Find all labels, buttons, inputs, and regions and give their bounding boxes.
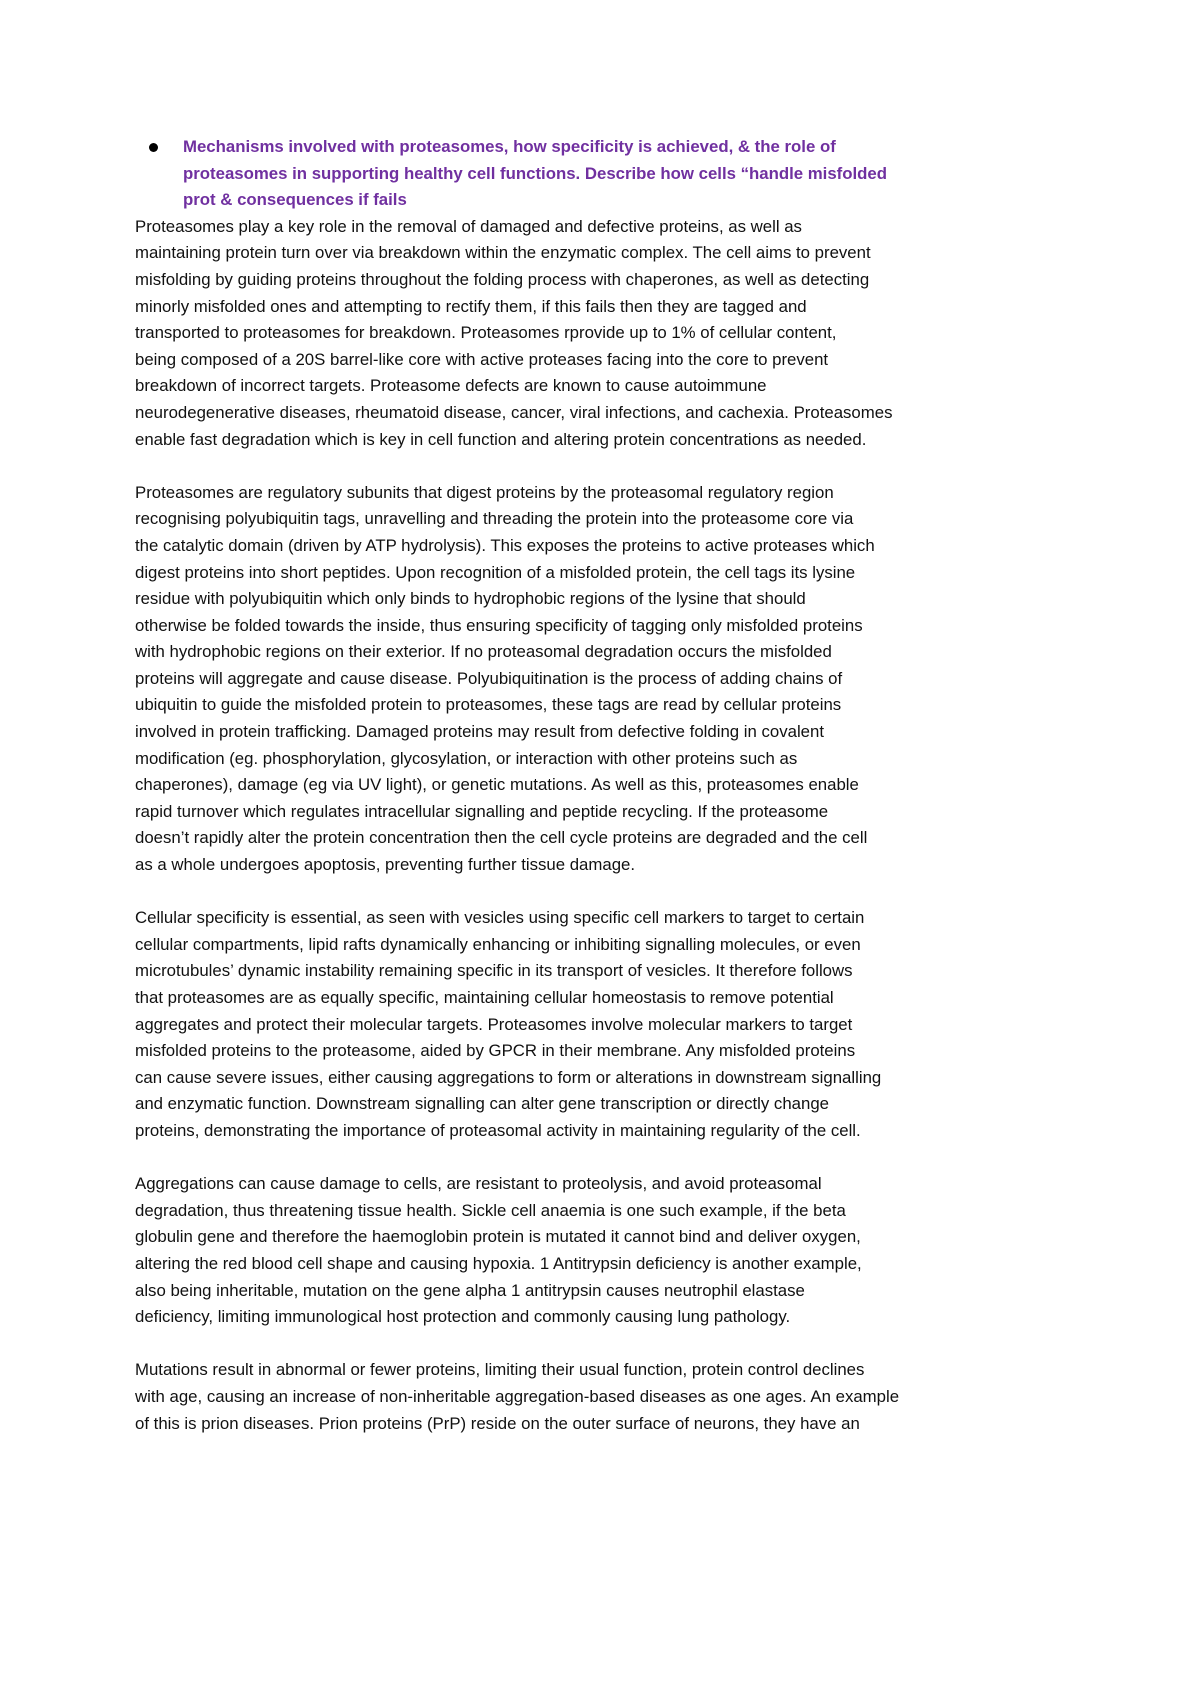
- heading-line: proteasomes in supporting healthy cell functions. Describe how cells “handle misfolded: [183, 163, 888, 183]
- paragraph-line: altering the red blood cell shape and causing hypoxia. 1 Antitrypsin deficiency is another example,: [135, 1253, 862, 1273]
- paragraph-line: globulin gene and therefore the haemoglobin protein is mutated it cannot bind and deliver oxygen,: [135, 1227, 861, 1247]
- paragraph-line: degradation, thus threatening tissue health. Sickle cell anaemia is one such example, if the beta: [135, 1200, 846, 1220]
- paragraph-line: that proteasomes are as equally specific, maintaining cellular homeostasis to remove potential: [135, 988, 834, 1007]
- body-paragraphs: [135, 214, 1145, 1437]
- paragraph-line: enable fast degradation which is key in cell function and altering protein concentrations as needed.: [135, 429, 867, 449]
- paragraph-line: modification (eg. phosphorylation, glycosylation, or interaction with other proteins such as: [135, 748, 798, 768]
- bulleted-heading: [135, 134, 1145, 214]
- paragraph-line: transported to proteasomes for breakdown. Proteasomes rprovide up to 1% of cellular content,: [135, 323, 837, 343]
- paragraph: [135, 1357, 1145, 1437]
- paragraph-line: and enzymatic function. Downstream signalling can alter gene transcription or directly change: [135, 1094, 829, 1114]
- paragraph: [135, 480, 1145, 879]
- heading-line: Mechanisms involved with proteasomes, how specificity is achieved, & the role of: [183, 137, 836, 156]
- paragraph-line: misfolding by guiding proteins throughout the folding process with chaperones, as well as detecting: [135, 269, 870, 289]
- paragraph-line: maintaining protein turn over via breakdown within the enzymatic complex. The cell aims to prevent: [135, 243, 871, 263]
- paragraph-line: being composed of a 20S barrel-like core with active proteases facing into the core to prevent: [135, 349, 829, 369]
- paragraph-line: microtubules’ dynamic instability remaining specific in its transport of vesicles. It therefore follows: [135, 961, 853, 981]
- paragraph-line: breakdown of incorrect targets. Proteasome defects are known to cause autoimmune: [135, 376, 767, 396]
- paragraph-line: proteins will aggregate and cause disease. Polyubiquitination is the process of adding chains of: [135, 668, 843, 688]
- paragraph-line: Proteasomes are regulatory subunits that digest proteins by the proteasomal regulatory region: [135, 482, 834, 502]
- paragraph: [135, 1171, 1145, 1331]
- paragraph-line: can cause severe issues, either causing aggregations to form or alterations in downstream signalling: [135, 1067, 882, 1087]
- paragraph-line: also being inheritable, mutation on the gene alpha 1 antitrypsin causes neutrophil elastase: [135, 1280, 805, 1300]
- paragraph-line: Mutations result in abnormal or fewer proteins, limiting their usual function, protein control declines: [135, 1360, 865, 1380]
- heading-line: prot & consequences if fails: [183, 190, 407, 210]
- paragraph-line: aggregates and protect their molecular targets. Proteasomes involve molecular markers to target: [135, 1014, 853, 1034]
- paragraph-line: otherwise be folded towards the inside, thus ensuring specificity of tagging only misfolded proteins: [135, 615, 863, 635]
- paragraph-line: rapid turnover which regulates intracellular signalling and peptide recycling. If the proteasome: [135, 801, 829, 821]
- paragraph-line: with hydrophobic regions on their exterior. If no proteasomal degradation occurs the misfolded: [135, 642, 832, 662]
- paragraph-line: minorly misfolded ones and attempting to rectify them, if this fails then they are tagged and: [135, 296, 807, 316]
- paragraph-line: residue with polyubiquitin which only binds to hydrophobic regions of the lysine that should: [135, 589, 806, 609]
- paragraph-line: as a whole undergoes apoptosis, preventing further tissue damage.: [135, 855, 636, 875]
- paragraph-line: Proteasomes play a key role in the removal of damaged and defective proteins, as well as: [135, 216, 802, 236]
- paragraph-line: involved in protein trafficking. Damaged proteins may result from defective folding in covalent: [135, 722, 825, 742]
- paragraph-line: Cellular specificity is essential, as seen with vesicles using specific cell markers to target to certain: [135, 908, 865, 928]
- heading-text: [183, 134, 1145, 214]
- paragraph-line: misfolded proteins to the proteasome, aided by GPCR in their membrane. Any misfolded proteins: [135, 1041, 856, 1061]
- paragraph-line: deficiency, limiting immunological host protection and commonly causing lung pathology.: [135, 1307, 791, 1327]
- paragraph: [135, 214, 1145, 453]
- paragraph-line: the catalytic domain (driven by ATP hydrolysis). This exposes the proteins to active proteases which: [135, 535, 875, 555]
- paragraph-line: with age, causing an increase of non-inheritable aggregation-based diseases as one ages. An example: [135, 1386, 900, 1406]
- document-body: [135, 134, 1145, 1464]
- paragraph-line: ubiquitin to guide the misfolded protein to proteasomes, these tags are read by cellular proteins: [135, 695, 842, 715]
- paragraph-line: Aggregations can cause damage to cells, are resistant to proteolysis, and avoid proteasomal: [135, 1174, 822, 1194]
- paragraph-line: proteins, demonstrating the importance of proteasomal activity in maintaining regularity of the cell.: [135, 1120, 861, 1140]
- paragraph-line: recognising polyubiquitin tags, unravelling and threading the protein into the proteasome core via: [135, 509, 854, 529]
- paragraph-line: cellular compartments, lipid rafts dynamically enhancing or inhibiting signalling molecules, or even: [135, 934, 861, 954]
- bullet-dot-icon: [149, 143, 158, 152]
- paragraph-line: digest proteins into short peptides. Upon recognition of a misfolded protein, the cell tags its lysine: [135, 562, 856, 582]
- paragraph-line: chaperones), damage (eg via UV light), or genetic mutations. As well as this, proteasomes enable: [135, 775, 859, 795]
- paragraph-line: neurodegenerative diseases, rheumatoid disease, cancer, viral infections, and cachexia. Proteasomes: [135, 402, 893, 422]
- paragraph-line: of this is prion diseases. Prion proteins (PrP) reside on the outer surface of neurons, they have an: [135, 1413, 860, 1433]
- paragraph-line: doesn’t rapidly alter the protein concentration then the cell cycle proteins are degraded and the cell: [135, 828, 868, 848]
- paragraph: [135, 905, 1145, 1144]
